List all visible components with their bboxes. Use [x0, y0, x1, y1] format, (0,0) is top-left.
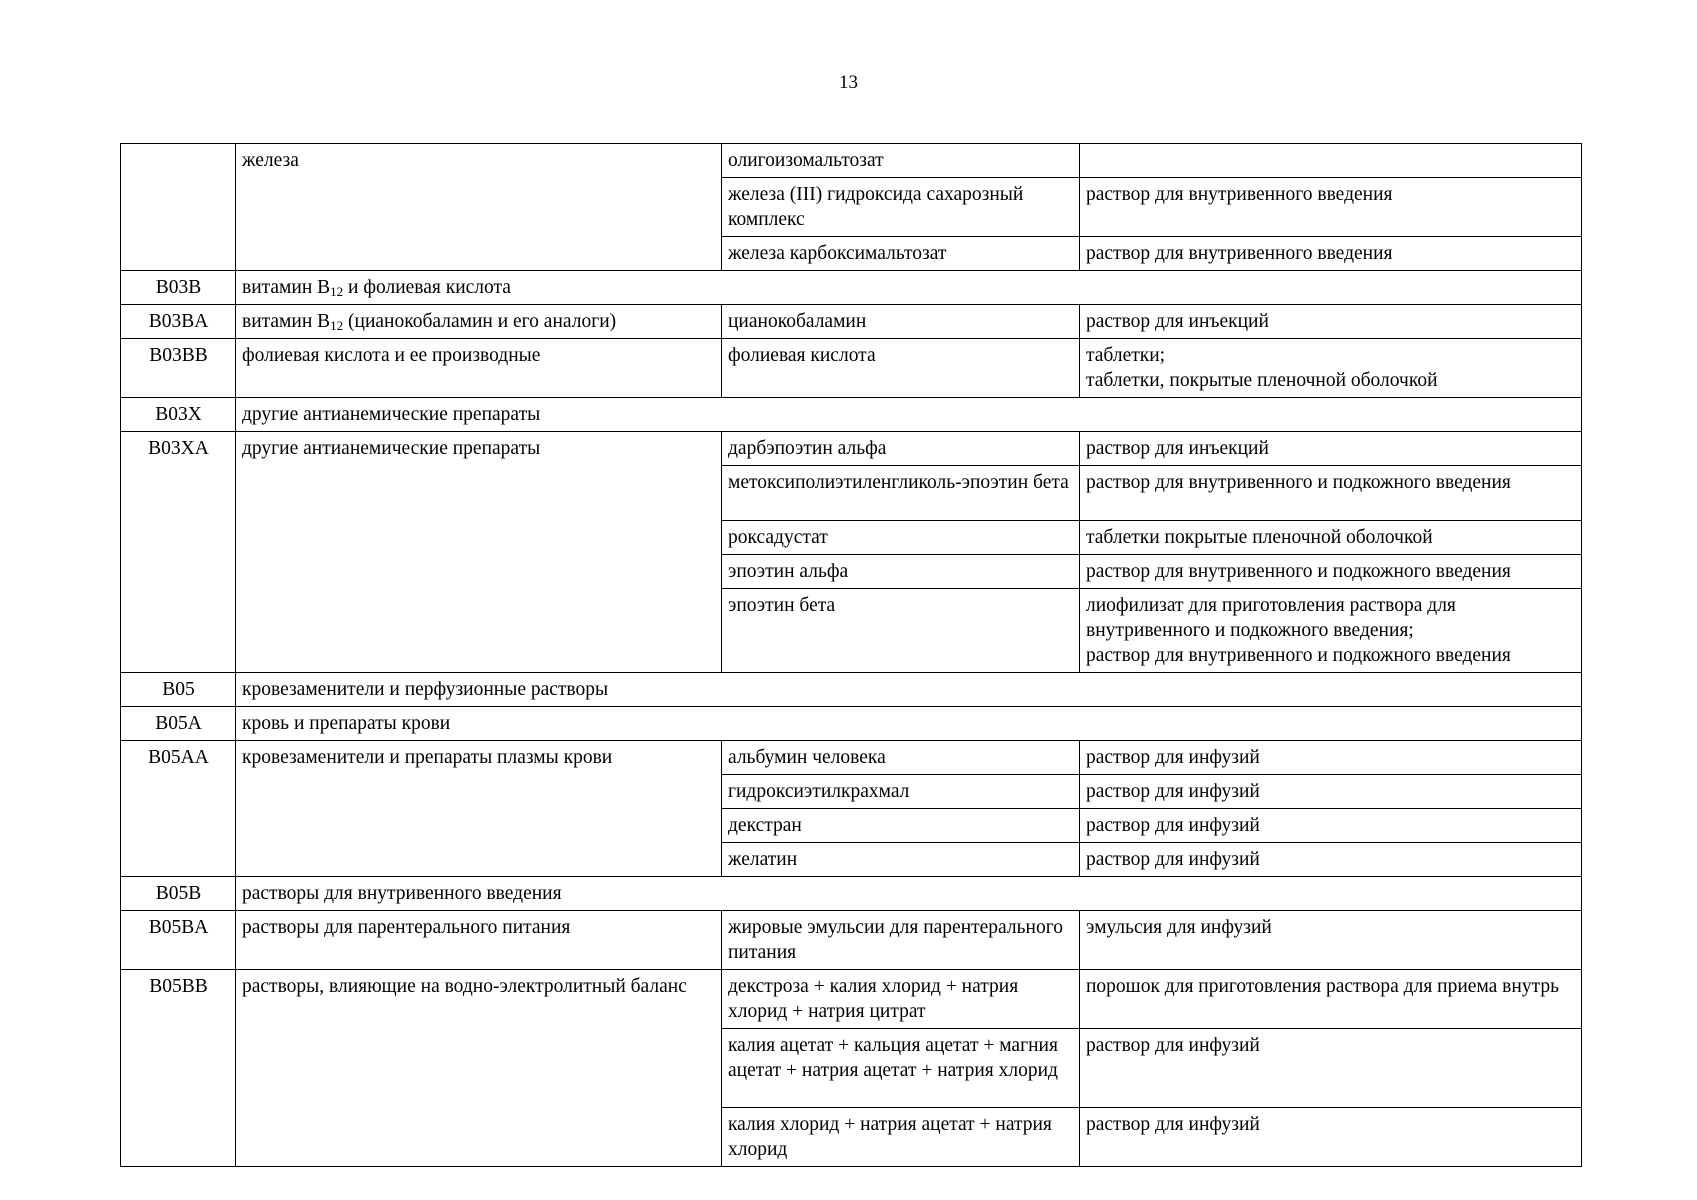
atc-code-cell: B03BB: [121, 339, 236, 398]
atc-group-cell: растворы для парентерального питания: [236, 911, 722, 970]
atc-group-cell: растворы, влияющие на водно-электролитный баланс: [236, 970, 722, 1167]
table-row: [121, 877, 1582, 911]
dosage-form-cell: раствор для инфузий: [1080, 809, 1582, 843]
dosage-form-cell: раствор для инфузий: [1080, 1108, 1582, 1167]
drug-name-cell: дарбэпоэтин альфа: [722, 432, 1080, 466]
drug-name-cell: жировые эмульсии для парентерального питания: [722, 911, 1080, 970]
table-row: [121, 911, 1582, 970]
drug-name-cell: желатин: [722, 843, 1080, 877]
dosage-form-cell: раствор для внутривенного и подкожного введения: [1080, 466, 1582, 521]
atc-code-cell: B03X: [121, 398, 236, 432]
drug-name-cell: декстран: [722, 809, 1080, 843]
dosage-form-cell: раствор для внутривенного и подкожного введения: [1080, 555, 1582, 589]
drug-list-table: [120, 143, 1582, 1167]
dosage-form-cell: раствор для инъекций: [1080, 305, 1582, 339]
drug-name-cell: гидроксиэтилкрахмал: [722, 775, 1080, 809]
atc-group-cell: другие антианемические препараты: [236, 432, 722, 673]
drug-name-cell: фолиевая кислота: [722, 339, 1080, 398]
dosage-form-cell: раствор для инфузий: [1080, 843, 1582, 877]
atc-group-cell: фолиевая кислота и ее производные: [236, 339, 722, 398]
table-row: [121, 398, 1582, 432]
table-row: [121, 707, 1582, 741]
dosage-form-cell: раствор для внутривенного введения: [1080, 178, 1582, 237]
drug-name-cell: олигоизомальтозат: [722, 144, 1080, 178]
drug-name-cell: железа карбоксимальтозат: [722, 237, 1080, 271]
table-row: [121, 970, 1582, 1029]
dosage-form-cell: таблетки; таблетки, покрытые пленочной оболочкой: [1080, 339, 1582, 398]
dosage-form-cell: раствор для инфузий: [1080, 741, 1582, 775]
atc-code-cell: B05BA: [121, 911, 236, 970]
atc-group-cell: витамин $B_{12}$ и фолиевая кислота: [236, 271, 1582, 305]
drug-name-cell: калия хлорид + натрия ацетат + натрия хлорид: [722, 1108, 1080, 1167]
atc-group-cell: кровезаменители и препараты плазмы крови: [236, 741, 722, 877]
dosage-form-cell: лиофилизат для приготовления раствора для внутривенного и подкожного введения; раствор для внутривенного и подкожного введения: [1080, 589, 1582, 673]
dosage-form-cell: [1080, 144, 1582, 178]
drug-name-cell: эпоэтин бета: [722, 589, 1080, 673]
dosage-form-cell: раствор для инъекций: [1080, 432, 1582, 466]
table-row: [121, 432, 1582, 466]
atc-group-cell: витамин $B_{12}$ (цианокобаламин и его аналоги): [236, 305, 722, 339]
atc-code-cell: [121, 144, 236, 271]
drug-name-cell: альбумин человека: [722, 741, 1080, 775]
dosage-form-cell: раствор для инфузий: [1080, 1029, 1582, 1108]
table-row: [121, 741, 1582, 775]
atc-code-cell: B05B: [121, 877, 236, 911]
dosage-form-cell: раствор для внутривенного введения: [1080, 237, 1582, 271]
atc-group-cell: кровь и препараты крови: [236, 707, 1582, 741]
atc-code-cell: B03BA: [121, 305, 236, 339]
drug-name-cell: метоксиполиэтиленгликоль-эпоэтин бета: [722, 466, 1080, 521]
drug-name-cell: роксадустат: [722, 521, 1080, 555]
drug-name-cell: эпоэтин альфа: [722, 555, 1080, 589]
dosage-form-cell: эмульсия для инфузий: [1080, 911, 1582, 970]
dosage-form-cell: раствор для инфузий: [1080, 775, 1582, 809]
atc-code-cell: B03XA: [121, 432, 236, 673]
atc-code-cell: B03B: [121, 271, 236, 305]
atc-group-cell: железа: [236, 144, 722, 271]
drug-name-cell: декстроза + калия хлорид + натрия хлорид + натрия цитрат: [722, 970, 1080, 1029]
atc-group-cell: другие антианемические препараты: [236, 398, 1582, 432]
table-row: [121, 339, 1582, 398]
drug-name-cell: калия ацетат + кальция ацетат + магния ацетат + натрия ацетат + натрия хлорид: [722, 1029, 1080, 1108]
table-row: [121, 271, 1582, 305]
atc-code-cell: B05AA: [121, 741, 236, 877]
atc-code-cell: B05BB: [121, 970, 236, 1167]
table-row: [121, 144, 1582, 178]
atc-code-cell: B05A: [121, 707, 236, 741]
drug-name-cell: железа (III) гидроксида сахарозный комплекс: [722, 178, 1080, 237]
page-number: 13: [839, 72, 858, 93]
table-row: [121, 673, 1582, 707]
dosage-form-cell: порошок для приготовления раствора для приема внутрь: [1080, 970, 1582, 1029]
dosage-form-cell: таблетки покрытые пленочной оболочкой: [1080, 521, 1582, 555]
table-row: [121, 305, 1582, 339]
drug-name-cell: цианокобаламин: [722, 305, 1080, 339]
atc-group-cell: кровезаменители и перфузионные растворы: [236, 673, 1582, 707]
atc-group-cell: растворы для внутривенного введения: [236, 877, 1582, 911]
atc-code-cell: B05: [121, 673, 236, 707]
